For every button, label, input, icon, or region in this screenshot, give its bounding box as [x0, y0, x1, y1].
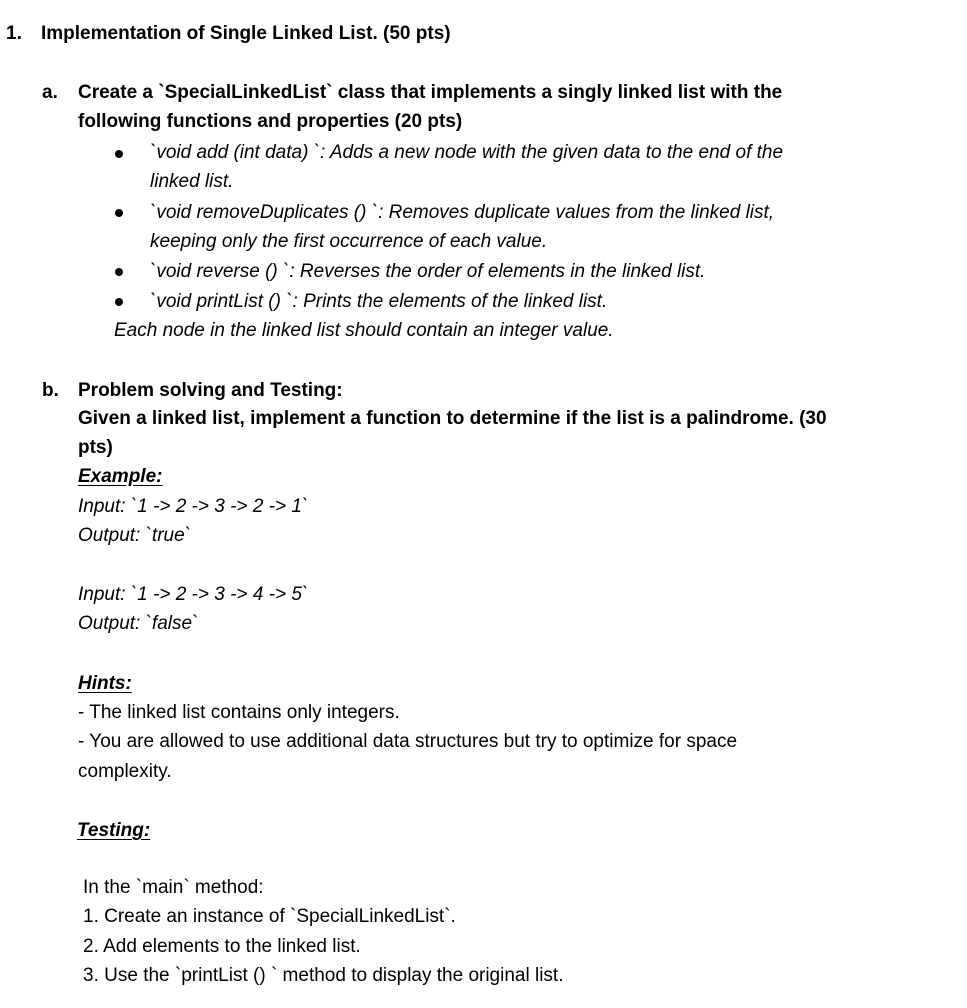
hint-1: - The linked list contains only integers.	[78, 702, 400, 723]
testing-label: Testing:	[77, 820, 151, 841]
example1-input: Input: `1 -> 2 -> 3 -> 2 -> 1`	[78, 496, 309, 517]
hint-2-line1: - You are allowed to use additional data structures but try to optimize for space	[78, 731, 738, 752]
example2-output: Output: `false`	[78, 613, 199, 634]
testing-step-1: 1. Create an instance of `SpecialLinkedList`.	[83, 906, 456, 927]
part-b-letter: b.	[42, 380, 59, 401]
testing-step-2: 2. Add elements to the linked list.	[83, 936, 361, 957]
question-number: 1.	[6, 23, 22, 44]
part-b-desc-line2: pts)	[78, 437, 113, 458]
bullet-icon	[115, 298, 123, 306]
item-remove-duplicates-line2: keeping only the first occurrence of each value.	[150, 231, 548, 252]
example1-output: Output: `true`	[78, 525, 191, 546]
testing-step-3: 3. Use the `printList () ` method to display the original list.	[83, 965, 564, 986]
part-a-heading-line2: following functions and properties (20 pts)	[78, 111, 463, 132]
bullet-icon	[115, 268, 123, 276]
hint-2-line2: complexity.	[78, 761, 172, 782]
question-title-text: Implementation of Single Linked List.	[41, 23, 378, 44]
part-a-letter: a.	[42, 82, 58, 103]
part-b-heading: Problem solving and Testing:	[78, 380, 343, 401]
question-title	[41, 24, 451, 43]
bullet-icon	[115, 209, 123, 217]
example-label: Example:	[78, 466, 163, 487]
part-a-note: Each node in the linked list should contain an integer value.	[114, 320, 614, 341]
question-points: (50 pts)	[383, 23, 451, 44]
testing-intro: In the `main` method:	[83, 877, 264, 898]
hints-label: Hints:	[78, 673, 132, 694]
item-reverse: `void reverse () `: Reverses the order of elements in the linked list.	[150, 261, 706, 282]
part-b-desc-line1: Given a linked list, implement a function to determine if the list is a palindrome. (30	[78, 408, 827, 429]
part-a-heading-line1: Create a `SpecialLinkedList` class that implements a singly linked list with the	[78, 82, 783, 103]
example2-input: Input: `1 -> 2 -> 3 -> 4 -> 5`	[78, 584, 309, 605]
item-add-line1: `void add (int data) `: Adds a new node with the given data to the end of the	[150, 142, 784, 163]
bullet-icon	[115, 150, 123, 158]
item-print-list: `void printList () `: Prints the elements of the linked list.	[150, 291, 608, 312]
item-remove-duplicates-line1: `void removeDuplicates () `: Removes duplicate values from the linked list,	[150, 202, 775, 223]
item-add-line2: linked list.	[150, 171, 234, 192]
